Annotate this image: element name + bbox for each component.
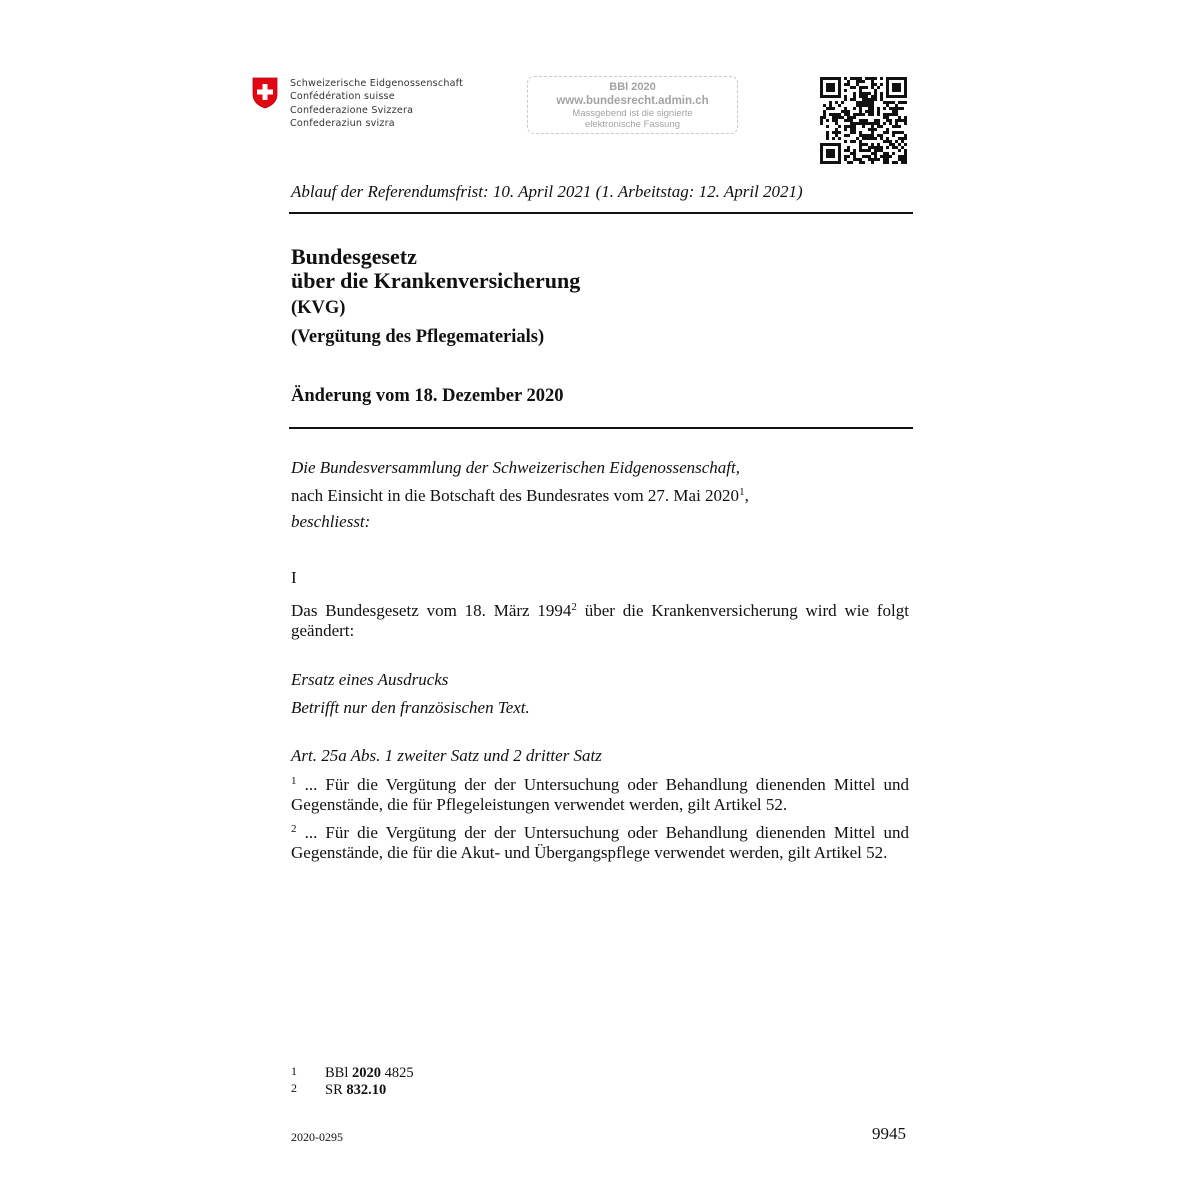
- law-subject: (Vergütung des Pflegematerials): [291, 327, 545, 347]
- preamble-decides: beschliesst:: [291, 512, 371, 531]
- swiss-cross-emblem-icon: [252, 77, 278, 109]
- article-paragraph-2: $^2$ ... Für die Vergütung der der Untersuchung oder Behandlung dienenden Mittel und Gegenstände, die für die Akut- und Übergangspflege verwendet werden, gilt Artikel 52.: [291, 823, 909, 862]
- law-abbreviation: (KVG): [291, 298, 346, 318]
- stamp-note-line2: elektronische Fassung: [584, 119, 681, 130]
- article-heading: Art. 25a Abs. 1 zweiter Satz und 2 dritter Satz: [291, 746, 602, 765]
- amendment-date: Änderung vom 18. Dezember 2020: [291, 386, 564, 406]
- footnote-1: 1 BBl 2020 4825: [291, 1064, 414, 1081]
- preamble-insight: nach Einsicht in die Botschaft des Bundesrates vom 27. Mai 2020$^1$,: [291, 486, 749, 505]
- preamble-assembly: Die Bundesversammlung der Schweizerischen Eidgenossenschaft,: [291, 458, 740, 477]
- footnote-ref-2: 2: [571, 601, 577, 613]
- title-divider: [289, 427, 913, 429]
- document-number: 2020-0295: [291, 1130, 343, 1144]
- referendum-deadline: Ablauf der Referendumsfrist: 10. April 2021 (1. Arbeitstag: 12. April 2021): [291, 182, 803, 201]
- footnote-ref-1: 1: [739, 486, 745, 498]
- header-divider: [289, 212, 913, 214]
- law-title-line1: Bundesgesetz: [291, 244, 417, 269]
- stamp-gazette: BBl 2020: [609, 81, 656, 93]
- law-title-line2: über die Krankenversicherung: [291, 268, 581, 293]
- article-paragraph-1: $^1$ ... Für die Vergütung der der Untersuchung oder Behandlung dienenden Mittel und Gegenstände, die für Pflegeleistungen verwendet werden, gilt Artikel 52.: [291, 775, 909, 814]
- replacement-note: Betrifft nur den französischen Text.: [291, 698, 530, 717]
- publication-stamp: [527, 76, 738, 134]
- federation-line-it: Confederazione Svizzera: [290, 104, 414, 116]
- federation-line-fr: Confédération suisse: [290, 91, 395, 103]
- federation-line-de: Schweizerische Eidgenossenschaft: [290, 78, 464, 89]
- federation-name-block: [290, 77, 463, 131]
- amendment-intro: Das Bundesgesetz vom 18. März 1994$^2$ über die Krankenversicherung wird wie folgt geändert:: [291, 601, 909, 640]
- paragraph-number-1: 1: [291, 775, 297, 787]
- stamp-url: www.bundesrecht.admin.ch: [556, 95, 709, 107]
- stamp-note-line1: Massgebend ist die signierte: [572, 108, 693, 119]
- paragraph-number-2: 2: [291, 823, 297, 835]
- law-title: [291, 245, 580, 293]
- replacement-heading: Ersatz eines Ausdrucks: [291, 670, 449, 689]
- page-number: 9945: [872, 1124, 906, 1143]
- qr-code-icon: [820, 77, 907, 164]
- section-number: I: [291, 568, 297, 587]
- federation-line-rm: Confederaziun svizra: [290, 118, 395, 130]
- footnote-2: 2 SR 832.10: [291, 1081, 387, 1098]
